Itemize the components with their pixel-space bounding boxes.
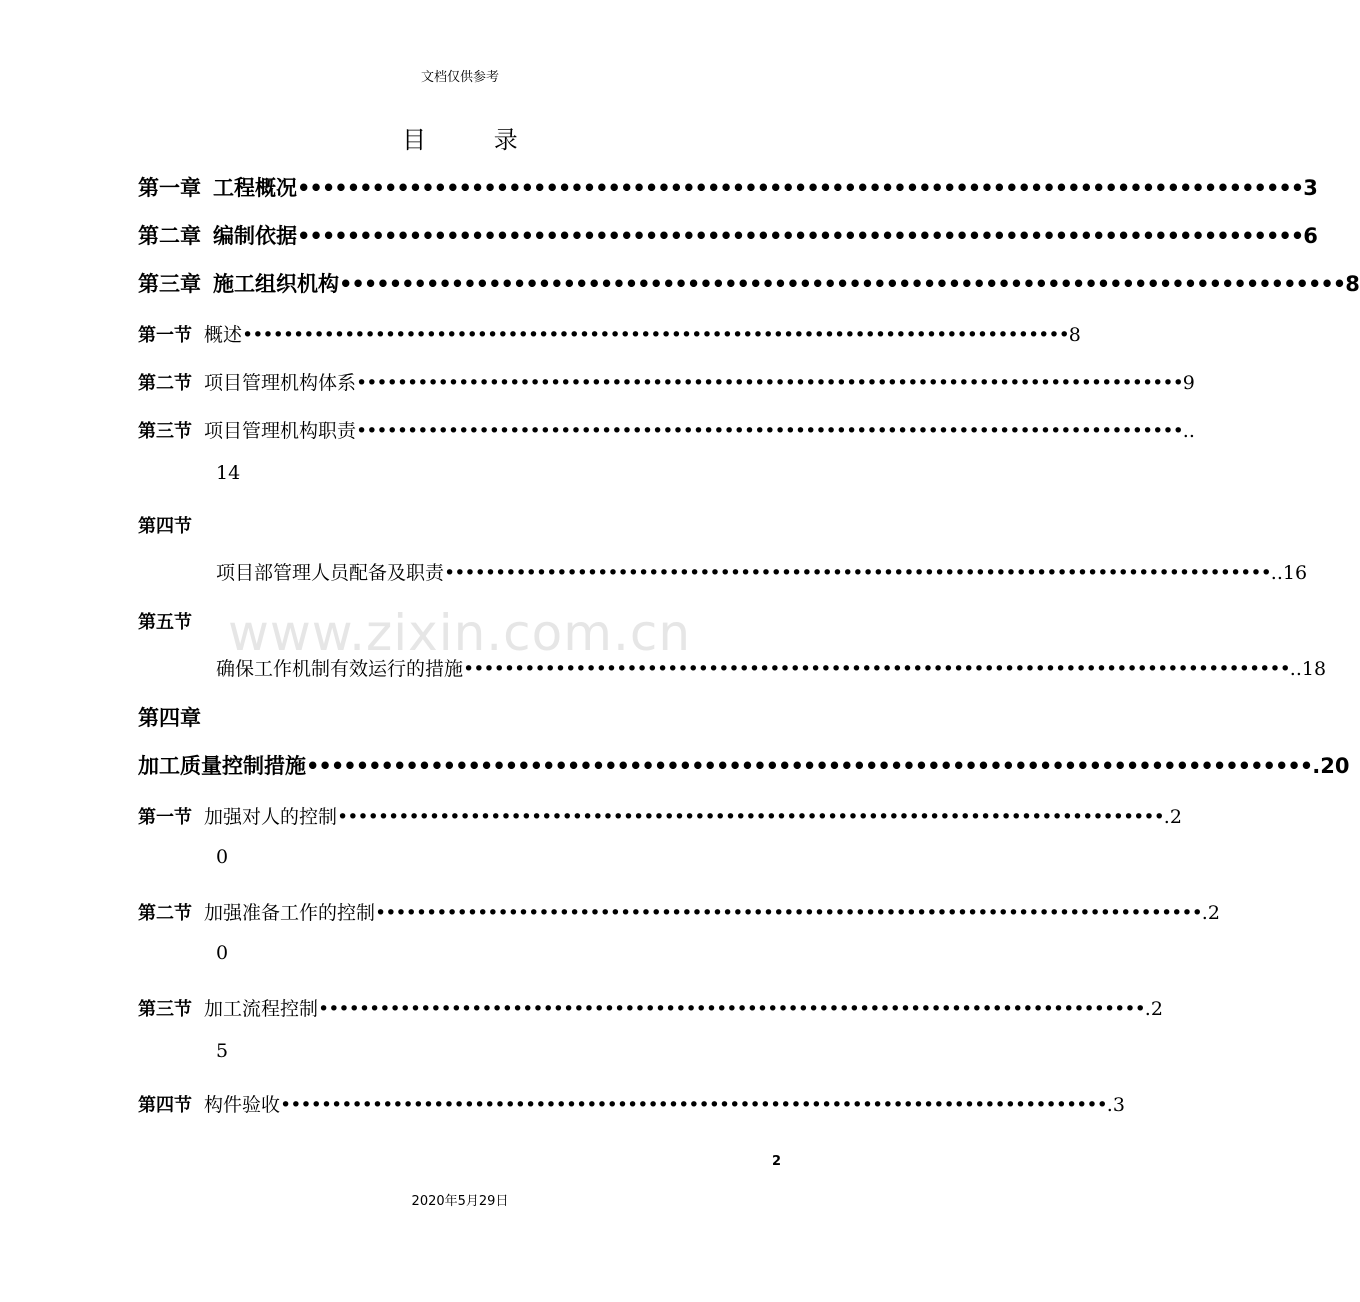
- leader-dots: •••••••••••••••••••••••••••••••••••••••••••••••••••••••••••••••••••••••••••••••••: [356, 372, 1183, 394]
- leader-tail: .: [1312, 754, 1321, 778]
- toc-entry-chapter-1[interactable]: [138, 172, 1318, 202]
- leader-tail: ..: [1270, 562, 1283, 584]
- leader-tail: .: [1144, 998, 1151, 1020]
- leader-tail: ..: [1182, 420, 1195, 442]
- leader-dots: •••••••••••••••••••••••••••••••••••••••••••••••••••••••••••••••••••••••••••••••••: [339, 272, 1346, 296]
- page-ref-wrapped: 14: [216, 462, 241, 484]
- section-label: 第二节: [138, 903, 192, 924]
- section-title: 加强准备工作的控制: [204, 902, 376, 924]
- section-label: 第一节: [138, 325, 192, 346]
- page-ref: 8: [1068, 324, 1081, 346]
- page-header: 文档仅供参考: [420, 70, 499, 85]
- page-ref: 3: [1112, 1094, 1125, 1116]
- section-title: 确保工作机制有效运行的措施: [216, 658, 464, 680]
- chapter-title: 施工组织机构: [213, 272, 339, 296]
- section-label: 第三节: [138, 421, 192, 442]
- toc-entry-chapter-3[interactable]: [138, 268, 1360, 298]
- section-title: 构件验收: [204, 1094, 281, 1116]
- chapter-label: 第三章: [138, 272, 201, 296]
- toc-entry-chapter-4[interactable]: [138, 750, 1350, 780]
- section-label: 第一节: [138, 807, 192, 828]
- leader-dots: •••••••••••••••••••••••••••••••••••••••••••••••••••••••••••••••••••••••••••••••••: [463, 658, 1290, 680]
- toc-entry-c4-section-3[interactable]: [138, 994, 1163, 1021]
- section-label-c3-section-5: 第五节: [138, 612, 192, 633]
- page-ref-part: 2: [1150, 998, 1163, 1020]
- leader-tail: .: [1201, 902, 1208, 924]
- chapter-title: 加工质量控制措施: [138, 754, 306, 778]
- section-title: 加工流程控制: [204, 998, 319, 1020]
- toc-entry-c3-section-5[interactable]: [216, 654, 1327, 681]
- section-title: 项目管理机构体系: [204, 372, 357, 394]
- section-label-c3-section-4: 第四节: [138, 516, 192, 537]
- section-title: 项目部管理人员配备及职责: [216, 562, 445, 584]
- page-ref: 6: [1303, 224, 1318, 248]
- section-label: 第三节: [138, 999, 192, 1020]
- leader-dots: •••••••••••••••••••••••••••••••••••••••••••••••••••••••••••••••••••••••••••••••••: [356, 420, 1183, 442]
- page-ref: 8: [1345, 272, 1360, 296]
- leader-dots: •••••••••••••••••••••••••••••••••••••••••••••••••••••••••••••••••••••••••••••••••: [444, 562, 1271, 584]
- page-ref-wrapped: 0: [216, 942, 229, 964]
- chapter-title: 工程概况: [213, 176, 297, 200]
- leader-tail: ..: [1289, 658, 1302, 680]
- page-number: 2: [772, 1154, 782, 1169]
- leader-tail: .: [1163, 806, 1170, 828]
- section-label: 第四节: [138, 1095, 192, 1116]
- page-ref: 18: [1301, 658, 1327, 680]
- chapter-label-4: 第四章: [138, 706, 201, 730]
- leader-dots: •••••••••••••••••••••••••••••••••••••••••••••••••••••••••••••••••••••••••••••••••: [318, 998, 1145, 1020]
- page-ref-wrapped: 5: [216, 1040, 229, 1062]
- chapter-title: 编制依据: [213, 224, 297, 248]
- leader-tail: .: [1106, 1094, 1113, 1116]
- leader-dots: •••••••••••••••••••••••••••••••••••••••••••••••••••••••••••••••••••••••••••••••••: [242, 324, 1069, 346]
- chapter-label: 第一章: [138, 176, 201, 200]
- toc-entry-c3-section-3[interactable]: [138, 416, 1195, 443]
- page-ref: 3: [1303, 176, 1318, 200]
- toc-entry-c4-section-4[interactable]: [138, 1090, 1125, 1117]
- leader-dots: •••••••••••••••••••••••••••••••••••••••••••••••••••••••••••••••••••••••••••••••••: [375, 902, 1202, 924]
- toc-title: 目 录: [402, 126, 548, 154]
- page-ref: 20: [1320, 754, 1350, 778]
- page-ref: 9: [1182, 372, 1195, 394]
- page-footer-date: 2020年5月29日: [411, 1194, 509, 1209]
- leader-dots: •••••••••••••••••••••••••••••••••••••••••••••••••••••••••••••••••••••••••••••••••: [280, 1094, 1107, 1116]
- page-ref-part: 2: [1169, 806, 1182, 828]
- chapter-label: 第二章: [138, 224, 201, 248]
- toc-entry-chapter-2[interactable]: [138, 220, 1318, 250]
- toc-entry-c4-section-1[interactable]: [138, 802, 1182, 829]
- section-title: 概述: [204, 324, 243, 346]
- toc-entry-c3-section-4[interactable]: [216, 558, 1308, 585]
- toc-entry-c3-section-1[interactable]: [138, 320, 1081, 347]
- section-label: 第二节: [138, 373, 192, 394]
- leader-dots: •••••••••••••••••••••••••••••••••••••••••••••••••••••••••••••••••••••••••••••••••: [306, 754, 1313, 778]
- section-title: 加强对人的控制: [204, 806, 338, 828]
- leader-dots: •••••••••••••••••••••••••••••••••••••••••••••••••••••••••••••••••••••••••••••••••: [297, 224, 1304, 248]
- leader-dots: •••••••••••••••••••••••••••••••••••••••••••••••••••••••••••••••••••••••••••••••••: [297, 176, 1304, 200]
- page-ref-wrapped: 0: [216, 846, 229, 868]
- watermark: www.zixin.com.cn: [228, 604, 692, 662]
- page-ref: 16: [1282, 562, 1308, 584]
- toc-entry-c4-section-2[interactable]: [138, 898, 1220, 925]
- toc-entry-c3-section-2[interactable]: [138, 368, 1195, 395]
- page-ref-part: 2: [1207, 902, 1220, 924]
- leader-dots: •••••••••••••••••••••••••••••••••••••••••••••••••••••••••••••••••••••••••••••••••: [337, 806, 1164, 828]
- section-title: 项目管理机构职责: [204, 420, 357, 442]
